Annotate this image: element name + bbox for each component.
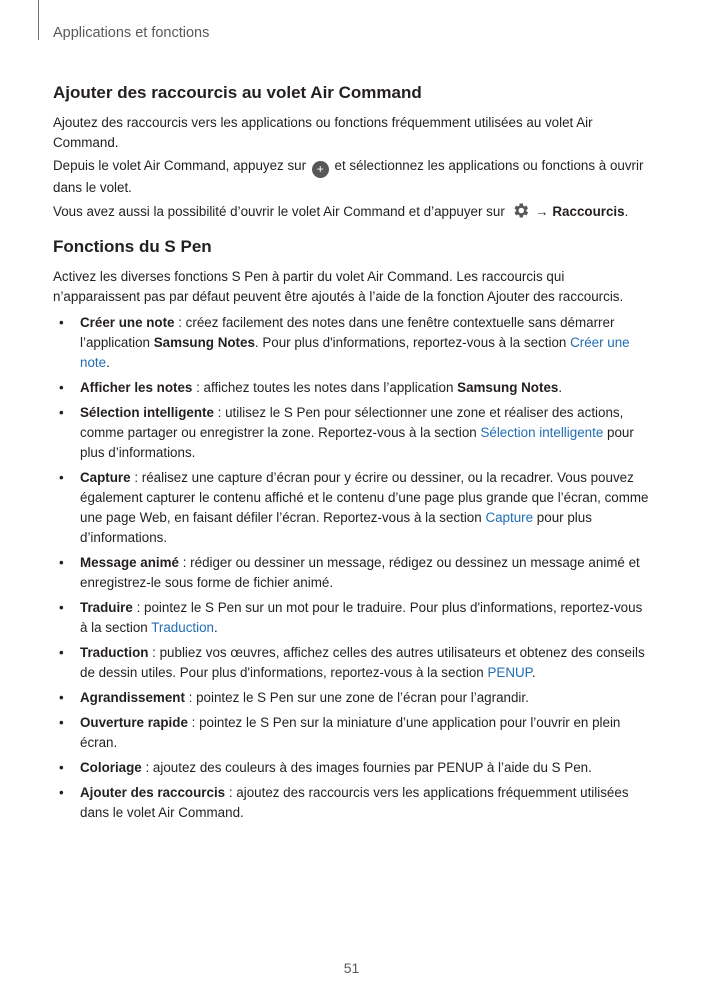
term: Capture [80,470,131,485]
page-header: Applications et fonctions [53,25,210,41]
page-content [53,82,651,828]
paragraph: Vous avez aussi la possibilité d’ouvrir le volet Air Command et d’appuyer sur → Raccourcis. [53,201,651,222]
term: Traduction [80,645,149,660]
gear-icon [511,201,530,220]
feature-list [53,313,651,823]
arrow: → [535,204,549,219]
text: Depuis le volet Air Command, appuyez sur [53,158,307,173]
term: Message animé [80,555,179,570]
list-item: • Agrandissement : pointez le S Pen sur une zone de l’écran pour l’agrandir. [59,690,529,705]
list-item: • Capture : réalisez une capture d’écran pour y écrire ou dessiner, ou la recadrer. Vous pouvez également capturer le contenu affiché et le contenu d’une page plus grande que l’écran, comme une page Web, en faisant défiler l’écran. Reportez-vous à la section Capture pour plus d’informations. [59,470,649,545]
term: Traduire [80,600,133,615]
term: Ouverture rapide [80,715,188,730]
header-rule [38,0,39,40]
list-item: • Afficher les notes : affichez toutes les notes dans l’application Samsung Notes. [59,380,563,395]
raccourcis-label: Raccourcis [552,204,625,219]
term: Coloriage [80,760,142,775]
section-heading-shortcuts: Ajouter des raccourcis au volet Air Command [53,83,422,102]
list-item: • Ajouter des raccourcis : ajoutez des raccourcis vers les applications fréquemment utilisées dans le volet Air Command. [59,785,629,820]
list-item: • Traduction : publiez vos œuvres, affichez celles des autres utilisateurs et obtenez des conseils de dessin utiles. Pour plus d'informations, reportez-vous à la section PENUP. [59,645,645,680]
plus-icon: + [312,161,329,178]
section-heading-spen: Fonctions du S Pen [53,237,212,256]
list-item: • Ouverture rapide : pointez le S Pen sur la miniature d’une application pour l’ouvrir en plein écran. [59,715,621,750]
link-creer-une-note[interactable]: Créer une note [80,335,630,370]
list-item: • Créer une note : créez facilement des notes dans une fenêtre contextuelle sans démarrer l’application Samsung Notes. Pour plus d'informations, reportez-vous à la section Créer une note. [59,315,630,370]
term: Ajouter des raccourcis [80,785,226,800]
list-item: • Traduire : pointez le S Pen sur un mot pour le traduire. Pour plus d'informations, reportez-vous à la section Traduction. [59,600,643,635]
paragraph: Ajoutez des raccourcis vers les applications ou fonctions fréquemment utilisées au volet Air Command. [53,115,593,150]
text: Vous avez aussi la possibilité d’ouvrir le volet Air Command et d’appuyer sur [53,204,505,219]
term: Sélection intelligente [80,405,214,420]
page-number: 51 [343,960,360,976]
term: Créer une note [80,315,175,330]
term: Agrandissement [80,690,185,705]
link-capture[interactable]: Capture [485,510,534,525]
term: Afficher les notes [80,380,193,395]
list-item: • Coloriage : ajoutez des couleurs à des images fournies par PENUP à l’aide du S Pen. [59,760,592,775]
text: et sélectionnez les applications ou fonctions à ouvrir dans le volet. [53,158,644,195]
paragraph: Activez les diverses fonctions S Pen à partir du volet Air Command. Les raccourcis qui n’apparaissent pas par défaut peuvent être ajoutés à l’aide de la fonction Ajouter des raccourcis. [53,269,624,304]
link-traduction[interactable]: Traduction [151,620,214,635]
link-penup[interactable]: PENUP [487,665,532,680]
list-item: • Message animé : rédiger ou dessiner un message, rédigez ou dessinez un message animé et enregistrez-le sous forme de fichier animé. [59,555,640,590]
link-selection-intelligente[interactable]: Sélection intelligente [480,425,604,440]
paragraph [53,156,651,198]
list-item: • Sélection intelligente : utilisez le S Pen pour sélectionner une zone et réaliser des actions, comme partager ou enregistrer la zone. Reportez-vous à la section Sélection intelligente pour plus d’informations. [59,405,634,460]
